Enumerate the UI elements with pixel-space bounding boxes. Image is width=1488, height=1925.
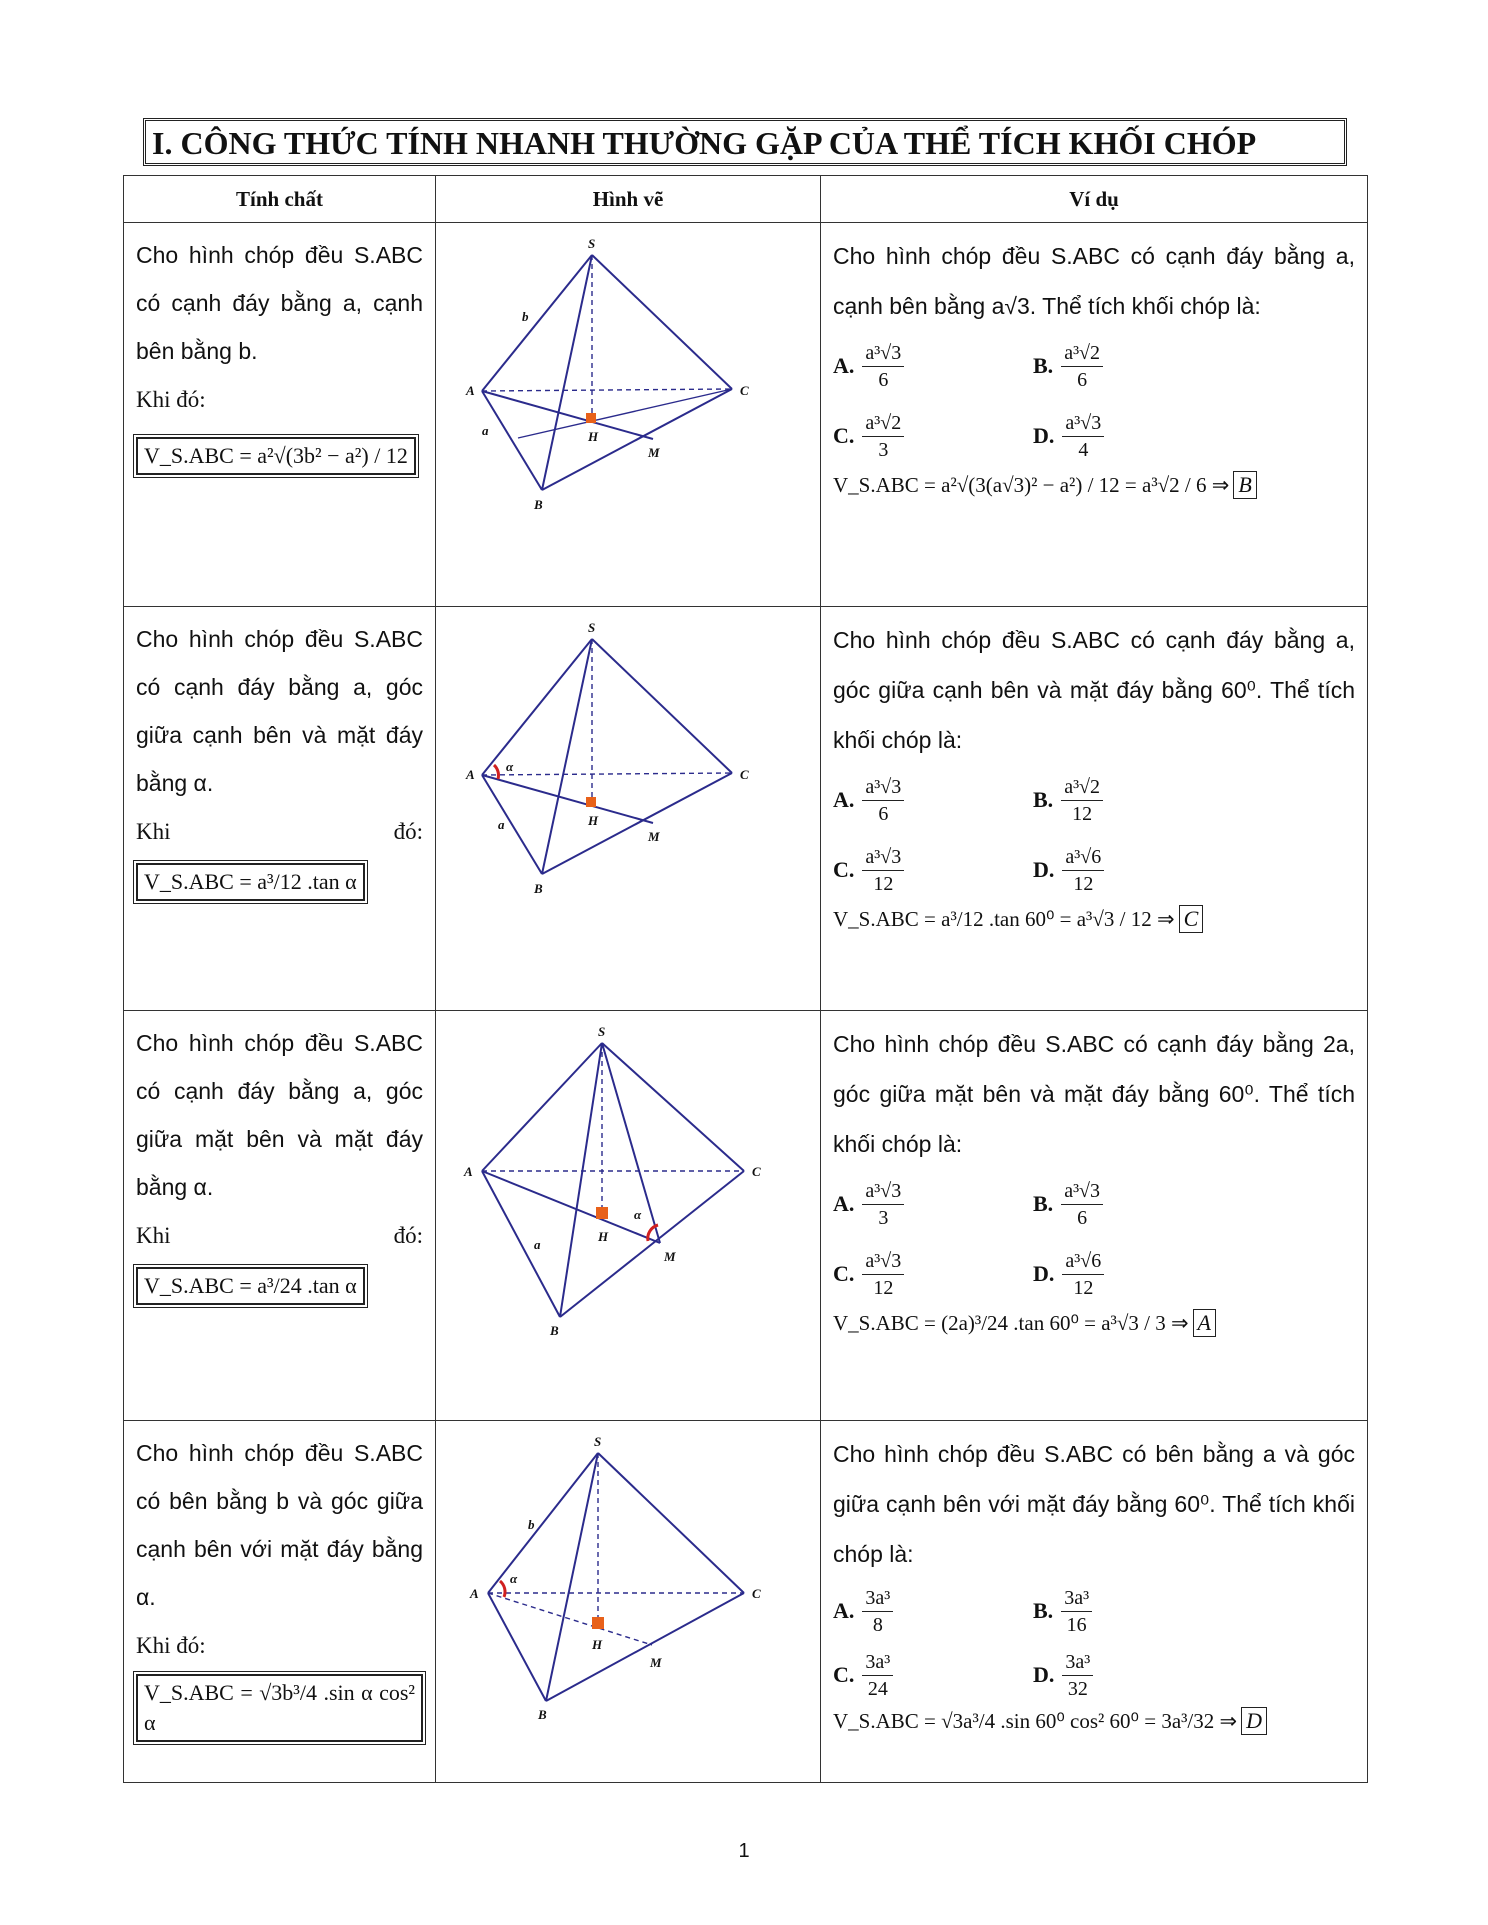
vertex-label-s: S: [588, 236, 596, 251]
table-row: [124, 223, 1368, 607]
khi-do-label: Khi đó:: [136, 1223, 423, 1248]
option-d: D. $\frac{\text{a³√6}}{12}$: [1033, 1243, 1233, 1305]
point-label-h: H: [592, 1637, 603, 1652]
solution-line: [833, 471, 1367, 499]
page-title: I. CÔNG THỨC TÍNH NHANH THƯỜNG GẶP CỦA THỂ TÍCH KHỐI CHÓP: [143, 118, 1347, 166]
pyramid-figure: [438, 607, 818, 947]
property-text: Cho hình chóp đều S.ABC có cạnh đáy bằng a, góc giữa mặt bên và mặt đáy bằng α.: [136, 1030, 423, 1200]
answer-box: A: [1193, 1309, 1216, 1337]
option-d: D. $\frac{\text{a³√3}}{4}$: [1033, 405, 1233, 467]
point-label-m: M: [648, 829, 660, 844]
edge-label-b: b: [528, 1517, 535, 1532]
example-text: Cho hình chóp đều S.ABC có cạnh đáy bằng a, góc giữa cạnh bên và mặt đáy bằng 60⁰. Thể tích khối chóp là:: [833, 627, 1355, 753]
option-c: C. $\frac{\text{a³√3}}{12}$: [833, 1243, 1033, 1305]
solution-text: V_S.ABC = a³/12 .tan 60⁰ = a³√3 / 12 ⇒: [833, 906, 1175, 931]
answer-box: D: [1241, 1707, 1267, 1735]
property-cell: [124, 1421, 436, 1783]
option-c: C. $\frac{\text{a³√3}}{12}$: [833, 839, 1033, 901]
option-b: B. $\frac{\text{a³√2}}{6}$: [1033, 335, 1233, 397]
formula-table: [123, 175, 1368, 1783]
table-row: [124, 607, 1368, 1011]
header-tinh-chat: Tính chất: [124, 176, 436, 223]
vertex-label-s: S: [594, 1434, 602, 1449]
table-header-row: [124, 176, 1368, 223]
property-cell: [124, 223, 436, 607]
edge-label-a: a: [534, 1237, 541, 1252]
option-b: B. $\frac{\text{a³√2}}{12}$: [1033, 769, 1233, 831]
vertex-label-c: C: [752, 1164, 761, 1179]
option-a: A. $\frac{\text{3a³}}{8}$: [833, 1583, 1033, 1639]
figure-cell: [436, 223, 821, 607]
property-text: Cho hình chóp đều S.ABC có bên bằng b và góc giữa cạnh bên với mặt đáy bằng α.: [136, 1440, 423, 1610]
figure-cell: [436, 1421, 821, 1783]
volume-formula: V_S.ABC = a²√(3b² − a²) / 12: [136, 437, 416, 475]
vertex-label-c: C: [740, 767, 749, 782]
point-label-m: M: [648, 445, 660, 460]
vertex-label-a: A: [464, 1164, 473, 1179]
solution-text: V_S.ABC = a²√(3(a√3)² − a²) / 12 = a³√2 / 6 ⇒: [833, 472, 1230, 497]
property-cell: [124, 607, 436, 1011]
edge-label-b: b: [522, 309, 529, 324]
vertex-label-b: B: [550, 1323, 559, 1338]
point-label-h: H: [588, 429, 599, 444]
table-row: [124, 1011, 1368, 1421]
option-d: D. $\frac{\text{3a³}}{32}$: [1033, 1647, 1233, 1703]
example-cell: [821, 1421, 1368, 1783]
solution-text: V_S.ABC = (2a)³/24 .tan 60⁰ = a³√3 / 3 ⇒: [833, 1310, 1189, 1335]
vertex-label-a: A: [466, 383, 475, 398]
option-a: A. $\frac{\text{a³√3}}{6}$: [833, 335, 1033, 397]
option-a: A. $\frac{\text{a³√3}}{3}$: [833, 1173, 1033, 1235]
property-text: Cho hình chóp đều S.ABC có cạnh đáy bằng a, cạnh bên bằng b.: [136, 242, 423, 364]
pyramid-figure: [438, 223, 818, 563]
option-a: A. $\frac{\text{a³√3}}{6}$: [833, 769, 1033, 831]
solution-text: V_S.ABC = √3a³/4 .sin 60⁰ cos² 60⁰ = 3a³/32 ⇒: [833, 1708, 1238, 1733]
angle-label-alpha: α: [510, 1571, 518, 1586]
table-row: [124, 1421, 1368, 1783]
option-b: B. $\frac{\text{3a³}}{16}$: [1033, 1583, 1233, 1639]
vertex-label-a: A: [466, 767, 475, 782]
vertex-label-b: B: [538, 1707, 547, 1722]
volume-formula: V_S.ABC = a³/12 .tan α: [136, 863, 365, 901]
vertex-label-b: B: [534, 497, 543, 512]
option-c: C. $\frac{\text{a³√2}}{3}$: [833, 405, 1033, 467]
angle-label-alpha: α: [634, 1207, 642, 1222]
solution-line: [833, 1707, 1367, 1735]
header-hinh-ve: Hình vẽ: [436, 176, 821, 223]
example-cell: [821, 607, 1368, 1011]
edge-label-a: a: [482, 423, 489, 438]
khi-do-label: Khi đó:: [136, 1633, 206, 1658]
vertex-label-c: C: [740, 383, 749, 398]
vertex-label-s: S: [588, 620, 596, 635]
example-cell: [821, 223, 1368, 607]
property-cell: [124, 1011, 436, 1421]
option-d: D. $\frac{\text{a³√6}}{12}$: [1033, 839, 1233, 901]
vertex-label-c: C: [752, 1586, 761, 1601]
point-label-h: H: [588, 813, 599, 828]
answer-box: B: [1233, 471, 1256, 499]
khi-do-label: Khi đó:: [136, 387, 206, 412]
example-cell: [821, 1011, 1368, 1421]
volume-formula: V_S.ABC = a³/24 .tan α: [136, 1267, 365, 1305]
point-label-m: M: [664, 1249, 676, 1264]
angle-label-alpha: α: [506, 759, 514, 774]
header-vi-du: Ví dụ: [821, 176, 1368, 223]
option-c: C. $\frac{\text{3a³}}{24}$: [833, 1647, 1033, 1703]
vertex-label-s: S: [598, 1024, 606, 1039]
example-text: Cho hình chóp đều S.ABC có cạnh đáy bằng 2a, góc giữa mặt bên và mặt đáy bằng 60⁰. Thể tích khối chóp là:: [833, 1031, 1355, 1157]
vertex-label-a: A: [470, 1586, 479, 1601]
property-text: Cho hình chóp đều S.ABC có cạnh đáy bằng a, góc giữa cạnh bên và mặt đáy bằng α.: [136, 626, 423, 796]
solution-line: [833, 905, 1367, 933]
vertex-label-b: B: [534, 881, 543, 896]
edge-label-a: a: [498, 817, 505, 832]
volume-formula: V_S.ABC = √3b³/4 .sin α cos² α: [136, 1674, 423, 1742]
pyramid-figure: [438, 1011, 818, 1351]
figure-cell: [436, 1011, 821, 1421]
point-label-h: H: [598, 1229, 609, 1244]
point-label-m: M: [650, 1655, 662, 1670]
khi-do-label: Khi đó:: [136, 819, 423, 844]
page-number: 1: [738, 1840, 750, 1862]
option-b: B. $\frac{\text{a³√3}}{6}$: [1033, 1173, 1233, 1235]
pyramid-figure: [438, 1421, 818, 1761]
solution-line: [833, 1309, 1367, 1337]
answer-box: C: [1179, 905, 1204, 933]
example-text: Cho hình chóp đều S.ABC có bên bằng a và góc giữa cạnh bên với mặt đáy bằng 60⁰. Thể tích khối chóp là:: [833, 1441, 1355, 1567]
example-text: Cho hình chóp đều S.ABC có cạnh đáy bằng a, cạnh bên bằng a√3. Thể tích khối chóp là:: [833, 243, 1355, 319]
figure-cell: [436, 607, 821, 1011]
